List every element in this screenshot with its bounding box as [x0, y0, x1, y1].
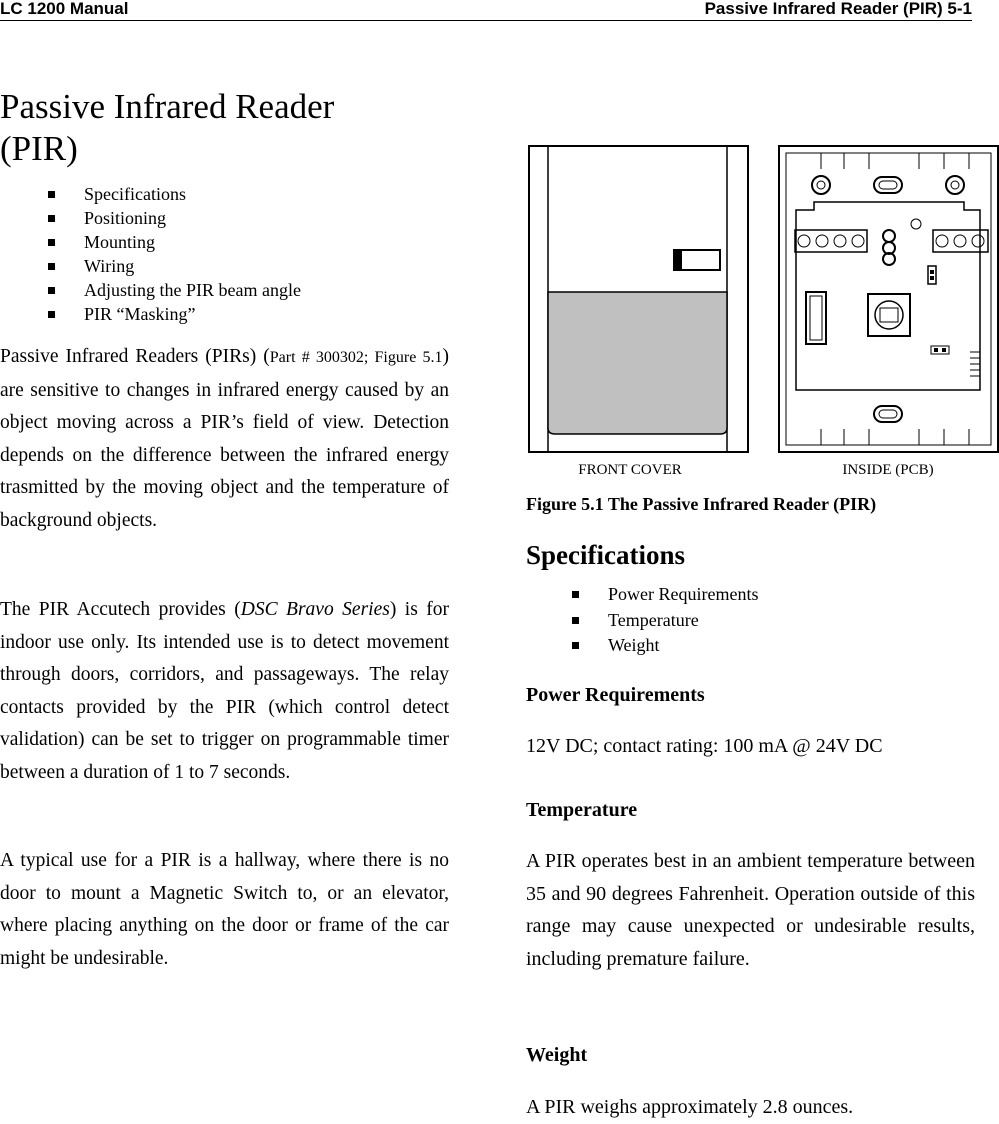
- list-item: Adjusting the PIR beam angle: [38, 278, 301, 302]
- inside-pcb-label: INSIDE (PCB): [842, 462, 934, 478]
- front-cover-drawing: [529, 146, 748, 452]
- list-item: Power Requirements: [562, 582, 758, 608]
- temperature-heading: Temperature: [526, 799, 638, 821]
- inside-pcb-drawing: [779, 146, 998, 452]
- list-item: Positioning: [38, 206, 301, 230]
- intro-paragraph-3: A typical use for a PIR is a hallway, where there is no door to mount a Magnetic Switch to, or an elevator, where placing anything on the door or frame of the car might be undesirable.: [0, 850, 449, 969]
- power-text: 12V DC; contact rating: 100 mA @ 24V DC: [526, 735, 883, 757]
- page-title: Passive Infrared Reader (PIR): [0, 87, 335, 168]
- temperature-text: A PIR operates best in an ambient temperature between 35 and 90 degrees Fahrenheit. Operation outside of this range may cause unexpected or undesirable results, including premature failure.: [526, 850, 975, 970]
- product-series: DSC Bravo Series: [240, 599, 390, 620]
- power-heading: Power Requirements: [526, 684, 705, 706]
- list-item: Mounting: [38, 230, 301, 254]
- front-cover-label: FRONT COVER: [578, 462, 682, 478]
- list-item: Specifications: [38, 182, 301, 206]
- list-item: Weight: [562, 633, 758, 659]
- topics-list: [38, 182, 301, 326]
- list-item: Temperature: [562, 608, 758, 634]
- list-item: Wiring: [38, 254, 301, 278]
- header-manual-title: LC 1200 Manual: [0, 0, 129, 18]
- weight-heading: Weight: [526, 1044, 588, 1066]
- specifications-heading: Specifications: [526, 540, 685, 570]
- figure-caption: Figure 5.1 The Passive Infrared Reader (PIR): [526, 494, 877, 514]
- intro-paragraph-1: Passive Infrared Readers (PIRs) (Part # 300302; Figure 5.1) are sensitive to changes in infrared energy caused by an object moving across a PIR’s field of view. Detection depends on the difference between the infrared energy trasmitted by the moving object and the temperature of background objects.: [0, 346, 449, 531]
- specifications-list: [562, 582, 758, 659]
- part-reference: Part # 300302; Figure 5.1: [269, 349, 443, 366]
- intro-paragraph-2: The PIR Accutech provides (DSC Bravo Series) is for indoor use only. Its intended use is to detect movement through doors, corridors, and passageways. The relay contacts provided by the PIR (which control detect validation) can be set to trigger on programmable timer between a duration of 1 to 7 seconds.: [0, 599, 449, 783]
- page-header: [0, 0, 972, 21]
- list-item: PIR “Masking”: [38, 302, 301, 326]
- pir-figure: [524, 144, 999, 480]
- weight-text: A PIR weighs approximately 2.8 ounces.: [526, 1096, 854, 1118]
- header-section-title: Passive Infrared Reader (PIR) 5-1: [704, 0, 972, 18]
